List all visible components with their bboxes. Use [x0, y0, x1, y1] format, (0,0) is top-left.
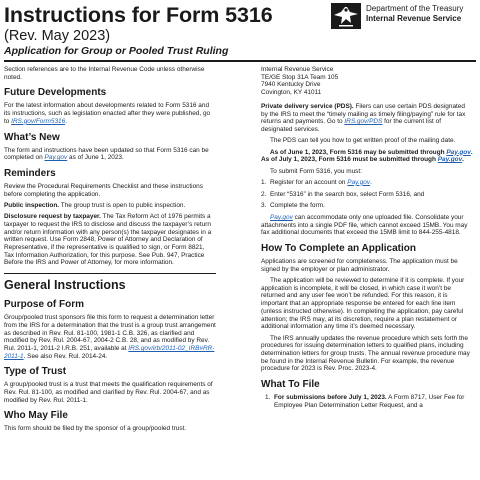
form-subtitle: Application for Group or Pooled Trust Ruling	[4, 45, 229, 57]
purpose-text	[4, 314, 216, 360]
who-may-file-text: This form should be filed by the sponsor of a group/pooled trust.	[4, 425, 187, 433]
type-of-trust-heading: Type of Trust	[4, 366, 67, 378]
pds-label: Private delivery service (PDS).	[261, 102, 354, 110]
pds-link[interactable]: IRS.gov/PDS	[344, 118, 383, 126]
how-to-complete-text-1: Applications are screened for completeness. The application must be signed by the employer or plan administrator.	[261, 258, 458, 273]
list-item	[261, 191, 473, 199]
item-text	[274, 394, 473, 409]
intro-text: Section references are to the Internal Revenue Code unless otherwise noted.	[4, 66, 205, 81]
disclosure-body: The Tax Reform Act of 1976 permits a taxpayer to request the IRS to disclose and discuss the taxpayer’s return and/or return information with any person(s) the taxpayer designates in a written request. Use Form 2848, Power of Attorney and Declaration of Representative, if the representative is qualified to sign, or Form 8821, Tax Information Authorization, for this purpose. See Pub. 947, Practice Before the IRS and Power of Attorney, for more information.	[4, 213, 212, 267]
step-text: Enter “5316” in the search box, select Form 5316, and	[270, 190, 425, 198]
item-number: 1.	[265, 394, 271, 402]
disclosure-label: Disclosure request by taxpayer.	[4, 213, 101, 221]
header-rule	[4, 60, 476, 62]
purpose-end: . See also Rev. Rul. 2014-24.	[23, 352, 108, 360]
step-pre: Register for an account on	[270, 178, 348, 186]
new-text: The form and instructions have been updated so that Form 5316 can be completed on	[4, 146, 209, 162]
irb-link[interactable]: IRS.gov/irb/2011-02_IRB#RR-2011-1	[4, 344, 215, 360]
irs-eagle-logo-icon	[331, 3, 361, 29]
department-name: Department of the Treasury	[366, 4, 464, 13]
type-of-trust-text: A group/pooled trust is a trust that meets the qualification requirements of Rev. Rul. 81-100, as modified and clarified by Rev. Rul. 2004-67, and as modified by Rev. Rul. 2011-1.	[4, 381, 213, 404]
paygov-link[interactable]: Pay.gov	[446, 148, 471, 156]
paygov-req-part1: As of June 1, 2023, Form 5316 may be submitted through	[270, 148, 447, 156]
general-instructions-heading: General Instructions	[4, 278, 126, 293]
purpose-body: Group/pooled trust sponsors file this form to request a determination letter from the IRS for a determination that the trust is a group trust arrangement as described in Rev. Rul. 81-100, 1981-1 C.B. 326, as clarified and modified by Rev. Rul. 2004-67, 2004-2 C.B. 28, and as modified by Rev. Rul. 2011-1, 2011-2 I.R.B. 251, available at	[4, 314, 216, 352]
future-end: .	[65, 117, 67, 125]
step-number: 3.	[261, 202, 267, 210]
item-body: A Form 8717, User Fee for Employee Plan Determination Letter Request, and a	[274, 394, 465, 409]
upload-text	[261, 214, 473, 237]
right-column	[261, 66, 473, 409]
who-may-file-heading: Who May File	[4, 410, 68, 422]
agency-name: Internal Revenue Service	[366, 14, 462, 23]
purpose-heading: Purpose of Form	[4, 299, 85, 311]
whats-new-text	[4, 147, 216, 162]
address-line: TE/GE Stop 31A Team 105	[261, 73, 339, 81]
paygov-req-end: .	[462, 156, 464, 164]
pds-proof-text: The PDS can tell you how to get written proof of the mailing date.	[270, 137, 456, 145]
address-line: Covington, KY 41011	[261, 89, 322, 97]
how-to-complete-text-2: The application will be reviewed to determine if it is complete. If your application is incomplete, it will be closed, in which case it won’t be returned and any user fee won’t be refunded. For this reason, it is important that an appropriate response be entered for each line item (unless instructed otherwise). In completing the application, pay careful attention; the IRS may, at its discretion, require a plan restatement or additional information any time it’s deemed necessary.	[261, 277, 465, 331]
future-developments-text	[4, 102, 216, 125]
list-item	[261, 394, 473, 409]
step-post: .	[370, 178, 372, 186]
list-item	[261, 179, 473, 187]
form5316-link[interactable]: IRS.gov/Form5316	[11, 117, 66, 125]
disclosure-text	[4, 213, 216, 267]
address-line: Internal Revenue Service	[261, 66, 334, 73]
future-developments-heading: Future Developments	[4, 87, 107, 99]
step-number: 1.	[261, 178, 267, 186]
upload-body: can accommodate only one uploaded file. Consolidate your attachments into a single PDF file, which cannot exceed 15MB. You may fax additional documents that exceed the 15MB limit to 844-255-4818.	[261, 213, 468, 237]
reminders-text: Review the Procedural Requirements Checklist and these instructions before completing the application.	[4, 182, 203, 198]
how-to-complete-text-3: The IRS annually updates the revenue procedure which sets forth the procedures for issuing determination letters to qualified plans, including determination letters for group trusts. The annual revenue procedure may be found in the Internal Revenue Bulletin. For example, the revenue procedure for 2023 is Rev. Proc. 2023-4.	[261, 334, 470, 373]
how-to-complete-heading: How To Complete an Application	[261, 243, 416, 255]
pds-end: for the current list of designated services.	[261, 118, 441, 133]
step-text	[270, 179, 473, 187]
paygov-req-part2: . As of July 1, 2023, Form 5316 must be submitted through	[261, 148, 473, 164]
new-end: as of June 1, 2023.	[67, 154, 124, 162]
left-column	[4, 66, 216, 437]
paygov-link[interactable]: Pay.gov	[437, 156, 463, 164]
paygov-requirement-text	[261, 149, 473, 164]
reminders-heading: Reminders	[4, 167, 56, 179]
paygov-link[interactable]: Pay.gov	[347, 178, 371, 186]
paygov-link[interactable]: Pay.gov	[44, 154, 68, 162]
pds-body: Filers can use certain PDS designated by the IRS to meet the “timely mailing as timely filing/paying” rule for tax returns and payments. Go to	[261, 102, 466, 126]
future-text: For the latest information about developments related to Form 5316 and its instructions, such as legislation enacted after they were published, go to	[4, 102, 211, 125]
public-inspection-body: The group trust is open to public inspection.	[59, 201, 186, 209]
pds-text	[261, 103, 473, 134]
page-title: Instructions for Form 5316	[4, 3, 273, 27]
mailing-address	[261, 66, 473, 97]
public-inspection-text	[4, 202, 216, 210]
step-text: Complete the form.	[270, 202, 325, 210]
list-item	[261, 202, 473, 210]
address-line: 7940 Kentucky Drive	[261, 81, 321, 89]
step-number: 2.	[261, 190, 267, 198]
what-to-file-heading: What To File	[261, 379, 320, 391]
revision-date: (Rev. May 2023)	[4, 28, 111, 44]
item-label: For submissions before July 1, 2023.	[274, 394, 387, 402]
submit-intro: To submit Form 5316, you must:	[270, 167, 362, 175]
section-divider	[4, 273, 216, 274]
public-inspection-label: Public inspection.	[4, 201, 60, 209]
paygov-link[interactable]: Pay.gov	[270, 213, 293, 221]
page-header	[0, 0, 480, 62]
whats-new-heading: What’s New	[4, 131, 60, 143]
